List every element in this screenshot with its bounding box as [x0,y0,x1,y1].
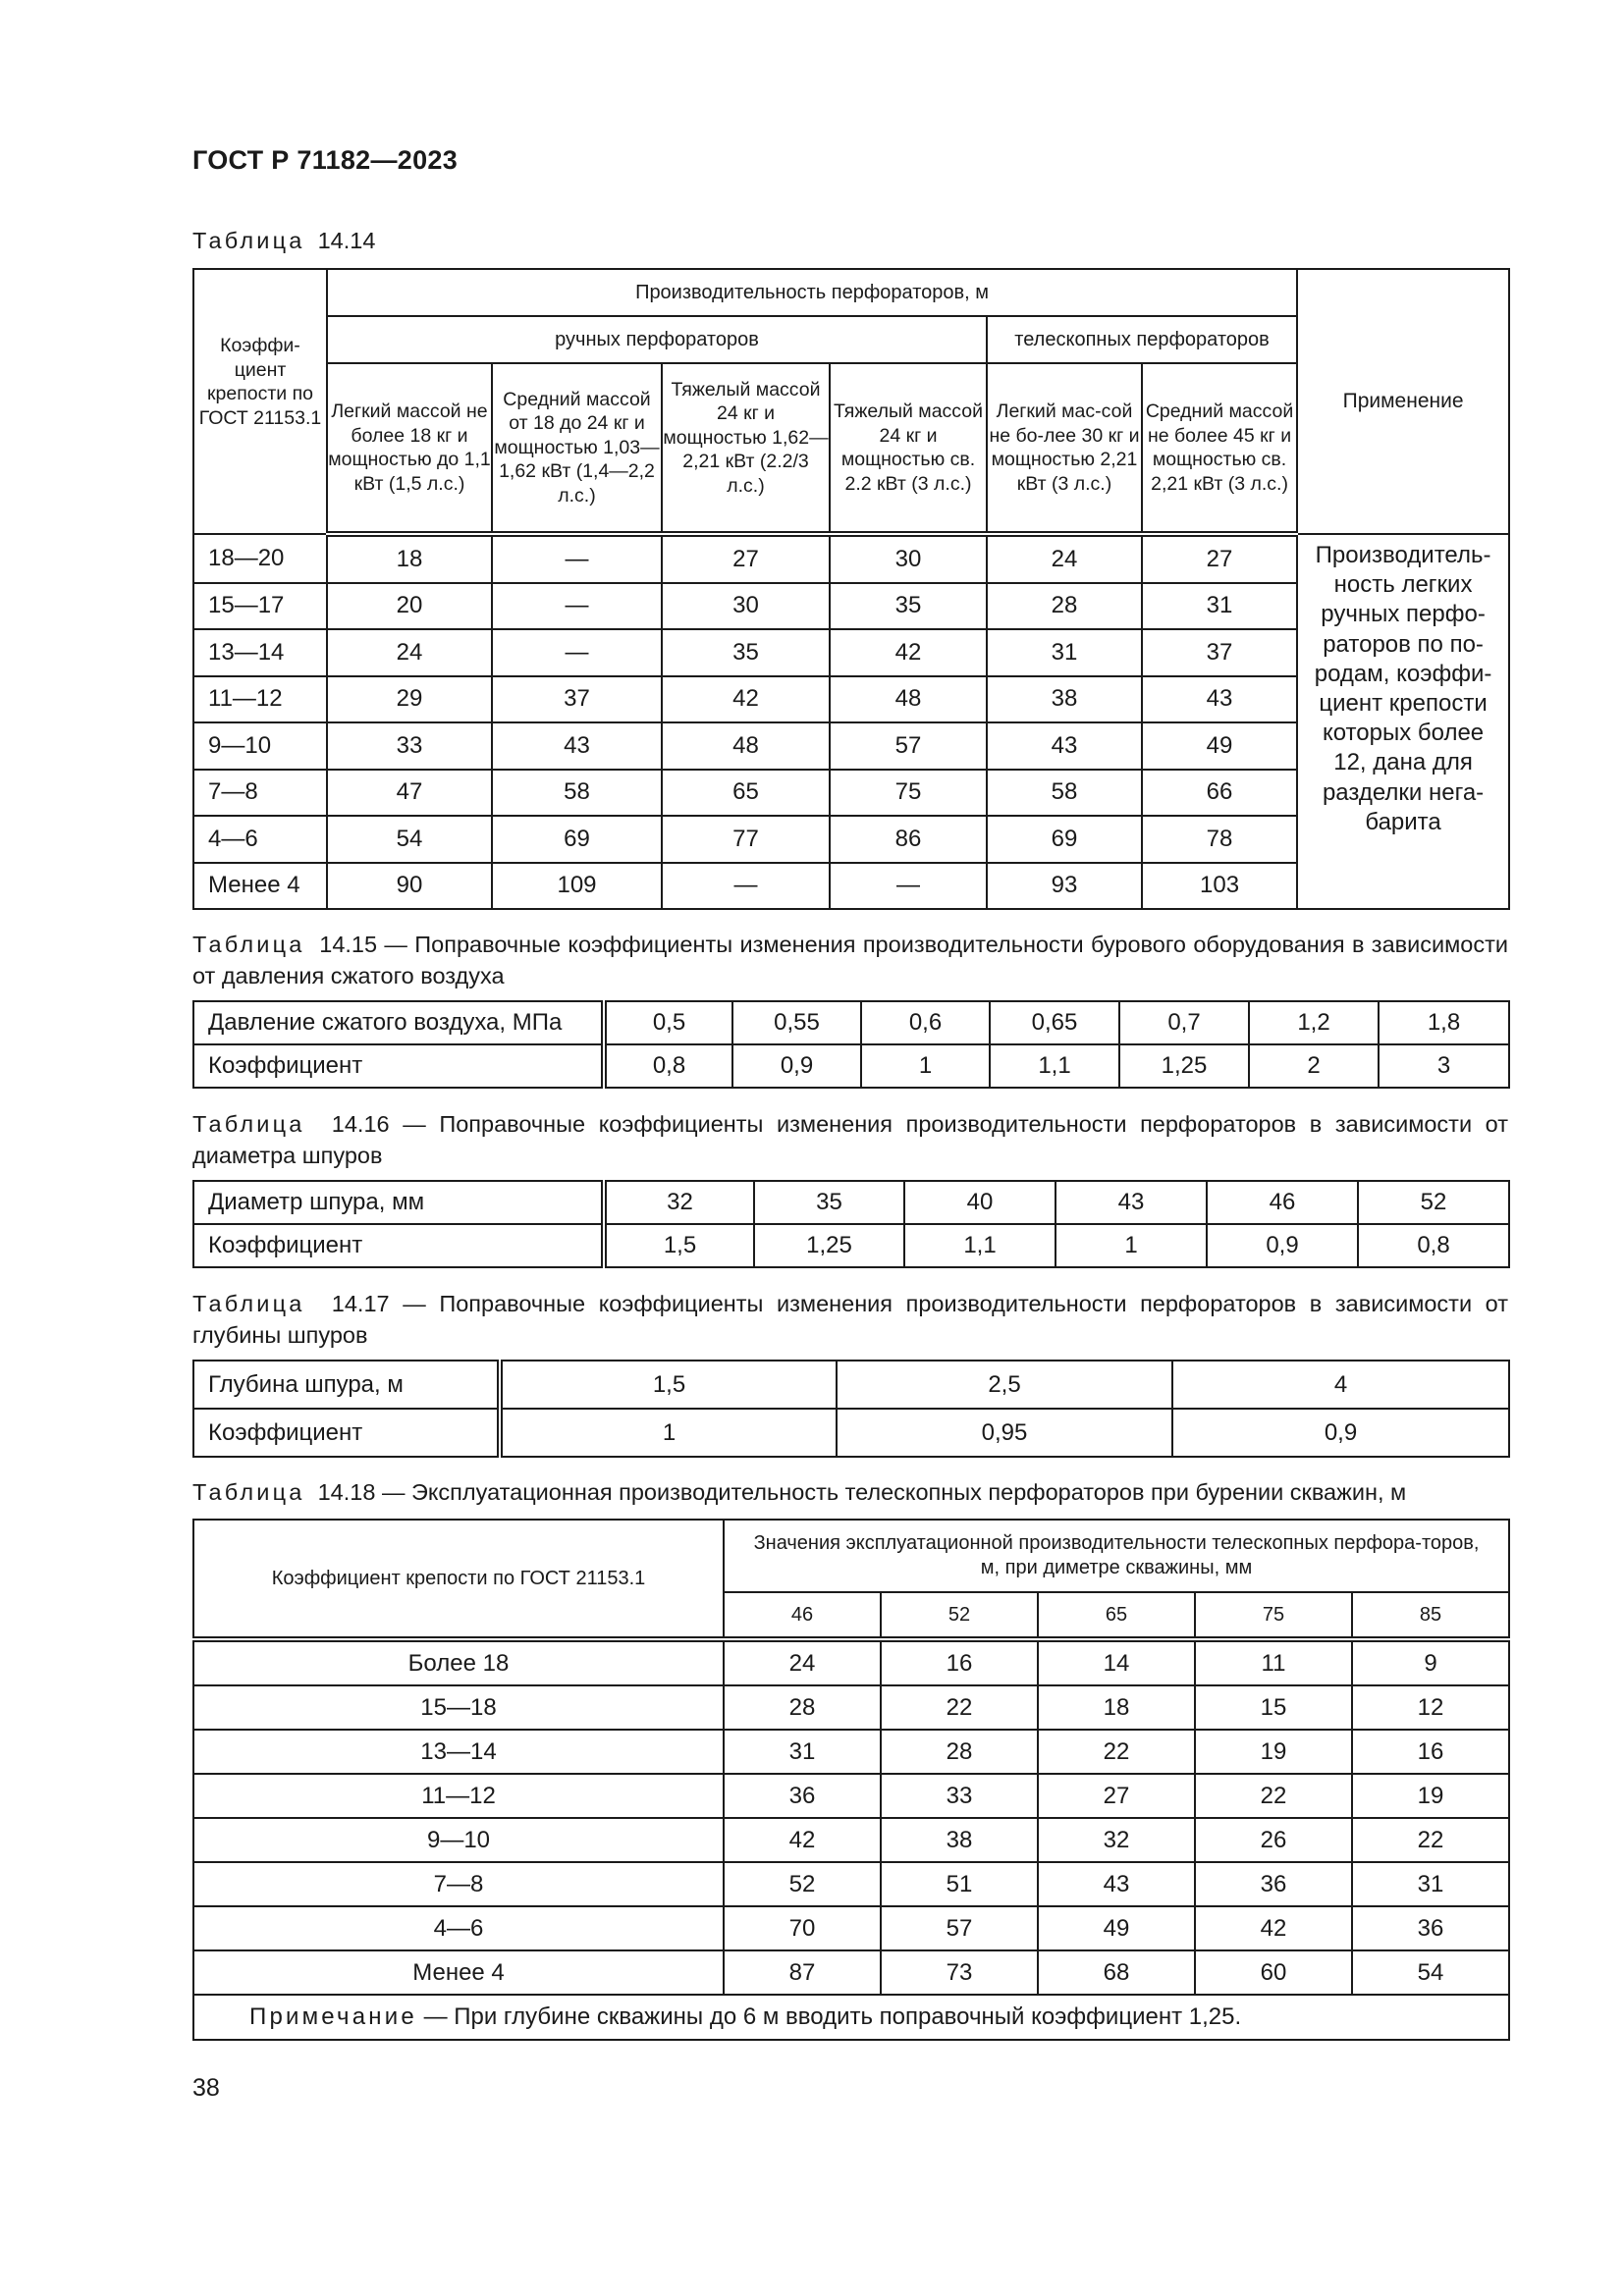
cell: 9 [1352,1639,1509,1685]
cell: 66 [1142,770,1297,817]
header-col: Тяжелый массой 24 кг и мощностью св. 2.2 кВт (3 л.с.) [830,363,987,534]
cell: 31 [987,629,1142,676]
cell: 13—14 [193,1730,724,1774]
cell: 54 [1352,1950,1509,1995]
cell: 0,95 [837,1409,1172,1457]
header-application: Применение [1297,269,1509,534]
table-row [193,1774,1509,1818]
cell: 24 [327,629,492,676]
cell: 22 [1352,1818,1509,1862]
cell: 75 [830,770,987,817]
cell: 4—6 [193,1906,724,1950]
row-label: Коэффициент [193,1409,500,1457]
header-telescopic: телескопных перфораторов [987,316,1297,363]
table-row [193,1950,1509,1995]
cell: 16 [1352,1730,1509,1774]
cell: 38 [987,676,1142,723]
cell: 1 [861,1044,990,1088]
cell: 14 [1038,1639,1195,1685]
header-diameter: 46 [724,1592,881,1639]
table-14-16 [192,1180,1510,1268]
cell: 13—14 [193,629,327,676]
cell: 24 [987,534,1142,583]
cell: 11—12 [193,1774,724,1818]
cell: 35 [662,629,830,676]
cell: 28 [987,583,1142,630]
cell: 1 [500,1409,837,1457]
note-text: — При глубине скважины до 6 м вводить поправочный коэффициент 1,25. [423,2003,1242,2030]
cell: 43 [1038,1862,1195,1906]
cell: 48 [662,722,830,770]
note-word: Примечание [249,2003,417,2030]
cell: — [492,534,662,583]
cell: 87 [724,1950,881,1995]
cell: 31 [1352,1862,1509,1906]
cell: 0,55 [732,1001,861,1044]
caption-text: 14.15 — Поправочные коэффициенты изменения производительности бурового оборудования в зависимости от давления сжатого воздуха [192,932,1509,988]
row-label: Глубина шпура, м [193,1361,500,1409]
table-note [193,1995,1509,2040]
cell: 109 [492,863,662,910]
cell: 0,9 [1172,1409,1509,1457]
cell: 2,5 [837,1361,1172,1409]
application-text: Производитель-ность легких ручных перфо-раторов по по-родам, коэффи-циент крепости которых более 12, дана для разделки нега-барита [1297,534,1509,909]
row-label: Давление сжатого воздуха, МПа [193,1001,604,1044]
table-row [193,1224,1509,1267]
cell: 1 [1056,1224,1207,1267]
cell: 43 [1142,676,1297,723]
cell: 93 [987,863,1142,910]
cell: 0,65 [990,1001,1119,1044]
table-14-17 [192,1360,1510,1458]
header-diameter: 52 [881,1592,1038,1639]
header-diameter: 65 [1038,1592,1195,1639]
cell: 32 [604,1181,754,1224]
cell: 19 [1195,1730,1352,1774]
cell: 22 [1038,1730,1195,1774]
table-14-18 [192,1519,1510,2041]
table-14-15 [192,1000,1510,1089]
cell: 31 [1142,583,1297,630]
cell: 0,6 [861,1001,990,1044]
cell: 2 [1249,1044,1379,1088]
cell: 0,9 [1207,1224,1358,1267]
cell: 38 [881,1818,1038,1862]
cell: 58 [987,770,1142,817]
cell: 69 [492,816,662,863]
cell: 22 [1195,1774,1352,1818]
header-coefficient: Коэффи-циент крепости по ГОСТ 21153.1 [193,269,327,534]
header-manual: ручных перфораторов [327,316,987,363]
cell: 0,9 [732,1044,861,1088]
caption-word: Таблица [192,1111,305,1137]
table-row [193,534,1509,583]
header-diameter: 85 [1352,1592,1509,1639]
cell: 40 [904,1181,1056,1224]
cell: — [662,863,830,910]
caption-word: Таблица [192,1479,305,1505]
cell: — [492,583,662,630]
table-row [193,1361,1509,1409]
table-14-18-caption [192,1476,1508,1508]
cell: 36 [1352,1906,1509,1950]
row-label: Диаметр шпура, мм [193,1181,604,1224]
table-row [193,1862,1509,1906]
cell: 0,8 [1358,1224,1509,1267]
header-col: Легкий массой не более 18 кг и мощностью до 1,1 кВт (1,5 л.с.) [327,363,492,534]
page-number: 38 [192,2074,220,2102]
cell: 27 [1038,1774,1195,1818]
cell: 51 [881,1862,1038,1906]
caption-word: Таблица [192,1291,305,1316]
cell: 37 [1142,629,1297,676]
cell: 36 [724,1774,881,1818]
cell: 33 [881,1774,1038,1818]
caption-text: 14.16 — Поправочные коэффициенты изменения производительности перфораторов в зависимости от диаметра шпуров [192,1111,1508,1168]
cell: 69 [987,816,1142,863]
cell: 60 [1195,1950,1352,1995]
header-col: Легкий мас-сой не бо-лее 30 кг и мощностью 2,21 кВт (3 л.с.) [987,363,1142,534]
cell: 57 [830,722,987,770]
cell: 26 [1195,1818,1352,1862]
cell: 77 [662,816,830,863]
cell: 1,2 [1249,1001,1379,1044]
cell: 28 [881,1730,1038,1774]
cell: 42 [1195,1906,1352,1950]
cell: 73 [881,1950,1038,1995]
cell: — [492,629,662,676]
table-row [193,1906,1509,1950]
cell: 32 [1038,1818,1195,1862]
cell: 1,25 [754,1224,904,1267]
cell: 11—12 [193,676,327,723]
cell: Менее 4 [193,863,327,910]
table-14-17-caption [192,1288,1508,1351]
table-14-16-caption [192,1108,1508,1171]
header-diameter: 75 [1195,1592,1352,1639]
cell: Более 18 [193,1639,724,1685]
header-col: Средний массой от 18 до 24 кг и мощностью 1,03—1,62 кВт (1,4—2,2 л.с.) [492,363,662,534]
cell: 58 [492,770,662,817]
cell: 35 [754,1181,904,1224]
cell: 54 [327,816,492,863]
header-productivity: Значения эксплуатационной производительности телескопных перфора-торов, м, при диметре скважины, мм [724,1520,1509,1592]
cell: 30 [830,534,987,583]
cell: 46 [1207,1181,1358,1224]
cell: 28 [724,1685,881,1730]
table-row [193,1409,1509,1457]
row-label: Коэффициент [193,1044,604,1088]
cell: 90 [327,863,492,910]
cell: 1,5 [604,1224,754,1267]
cell: 52 [724,1862,881,1906]
cell: 0,8 [604,1044,732,1088]
cell: 42 [830,629,987,676]
cell: 52 [1358,1181,1509,1224]
cell: 11 [1195,1639,1352,1685]
cell: 43 [1056,1181,1207,1224]
cell: 7—8 [193,770,327,817]
cell: 9—10 [193,722,327,770]
header-coefficient: Коэффициент крепости по ГОСТ 21153.1 [193,1520,724,1639]
cell: 15—18 [193,1685,724,1730]
cell: 36 [1195,1862,1352,1906]
table-14-14 [192,268,1510,910]
caption-number: 14.14 [317,228,376,253]
cell: 20 [327,583,492,630]
cell: 65 [662,770,830,817]
table-row [193,1181,1509,1224]
cell: 18 [1038,1685,1195,1730]
table-row [193,1730,1509,1774]
cell: 22 [881,1685,1038,1730]
table-row [193,1001,1509,1044]
cell: 86 [830,816,987,863]
cell: 29 [327,676,492,723]
cell: 18—20 [193,534,327,583]
cell: 35 [830,583,987,630]
header-productivity: Производительность перфораторов, м [327,269,1297,316]
cell: 0,7 [1119,1001,1249,1044]
header-col: Тяжелый массой 24 кг и мощностью 1,62—2,21 кВт (2.2/3 л.с.) [662,363,830,534]
cell: 12 [1352,1685,1509,1730]
cell: 1,25 [1119,1044,1249,1088]
cell: — [830,863,987,910]
cell: 3 [1379,1044,1509,1088]
cell: 42 [662,676,830,723]
cell: 42 [724,1818,881,1862]
row-label: Коэффициент [193,1224,604,1267]
cell: 30 [662,583,830,630]
table-row [193,1685,1509,1730]
cell: 49 [1038,1906,1195,1950]
table-14-15-caption [192,929,1508,991]
cell: 27 [1142,534,1297,583]
cell: 49 [1142,722,1297,770]
table-row [193,1044,1509,1088]
cell: 24 [724,1639,881,1685]
cell: 4 [1172,1361,1509,1409]
cell: 68 [1038,1950,1195,1995]
caption-text: 14.17 — Поправочные коэффициенты изменения производительности перфораторов в зависимости от глубины шпуров [192,1291,1508,1348]
cell: 37 [492,676,662,723]
cell: 18 [327,534,492,583]
cell: 78 [1142,816,1297,863]
cell: 27 [662,534,830,583]
cell: 1,1 [904,1224,1056,1267]
cell: 43 [492,722,662,770]
table-row [193,1639,1509,1685]
caption-word: Таблица [192,228,305,253]
cell: 1,1 [990,1044,1119,1088]
table-14-14-caption [192,225,1508,256]
cell: 1,5 [500,1361,837,1409]
caption-word: Таблица [192,932,305,957]
caption-text: 14.18 — Эксплуатационная производительность телескопных перфораторов при бурении скважин, м [317,1479,1407,1505]
table-row [193,1818,1509,1862]
cell: 16 [881,1639,1038,1685]
cell: 4—6 [193,816,327,863]
cell: 48 [830,676,987,723]
cell: Менее 4 [193,1950,724,1995]
header-col: Средний массой не более 45 кг и мощностью св. 2,21 кВт (3 л.с.) [1142,363,1297,534]
table-note-row [193,1995,1509,2040]
cell: 70 [724,1906,881,1950]
document-header: ГОСТ Р 71182—2023 [192,145,459,175]
cell: 57 [881,1906,1038,1950]
cell: 33 [327,722,492,770]
cell: 7—8 [193,1862,724,1906]
cell: 19 [1352,1774,1509,1818]
cell: 9—10 [193,1818,724,1862]
cell: 43 [987,722,1142,770]
cell: 103 [1142,863,1297,910]
cell: 0,5 [604,1001,732,1044]
cell: 15—17 [193,583,327,630]
cell: 1,8 [1379,1001,1509,1044]
cell: 47 [327,770,492,817]
cell: 15 [1195,1685,1352,1730]
cell: 31 [724,1730,881,1774]
